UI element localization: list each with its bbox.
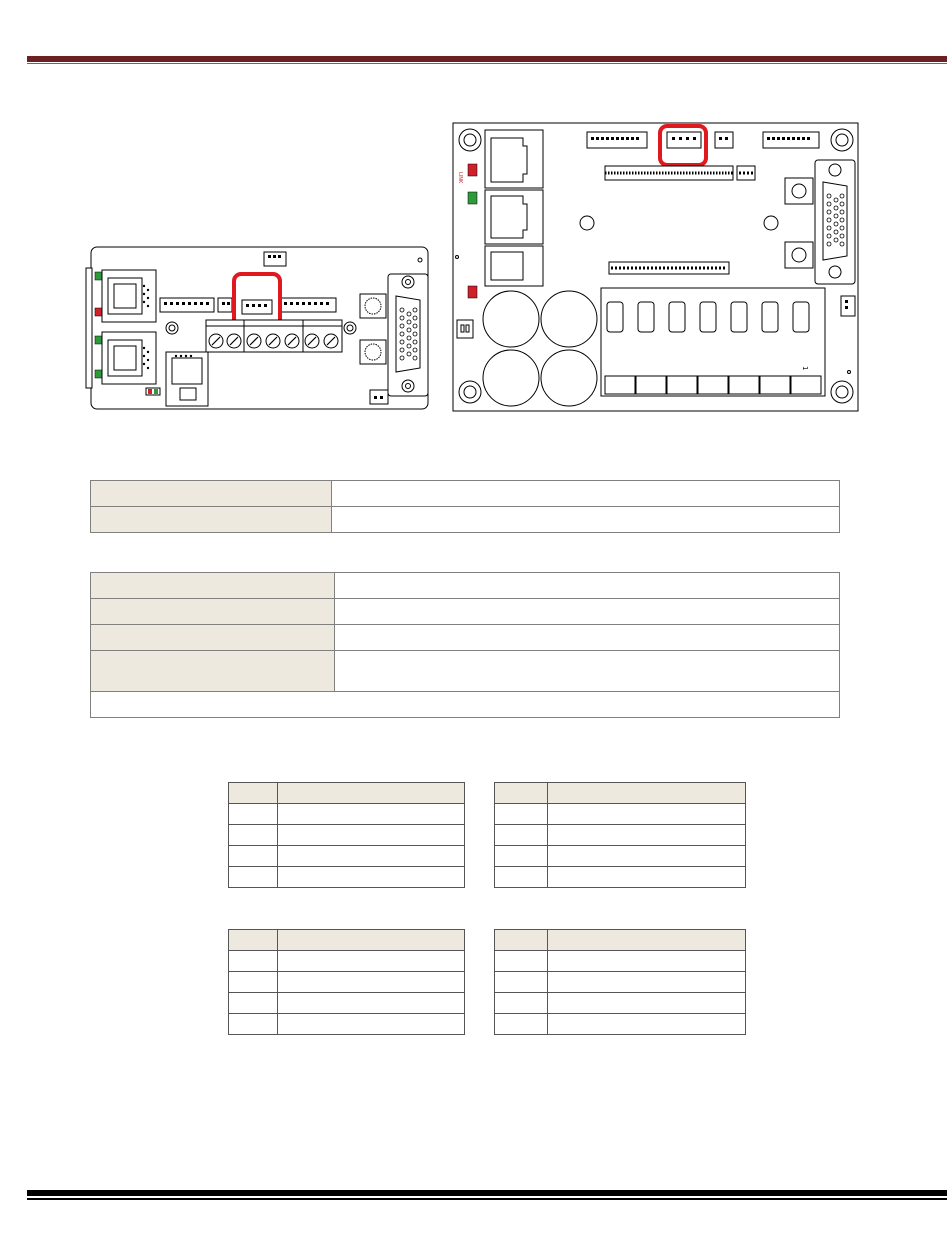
svg-text:LINK: LINK [457, 172, 463, 184]
small-board-diagram [84, 240, 434, 415]
table-cell [495, 972, 548, 993]
table-cell [229, 1014, 278, 1035]
table-row [229, 825, 465, 846]
table-row [495, 1014, 746, 1035]
table-cell-value [335, 573, 840, 599]
column-header [229, 930, 278, 951]
table-cell [548, 993, 746, 1014]
table-row [495, 846, 746, 867]
table-cell-value [335, 599, 840, 625]
table-cell-value [332, 481, 840, 507]
table-cell [495, 867, 548, 888]
spec-table-2 [90, 572, 840, 718]
table-row [229, 972, 465, 993]
table-header-row [495, 930, 746, 951]
table-cell [229, 972, 278, 993]
table-cell [229, 867, 278, 888]
column-header [548, 783, 746, 804]
table-row [229, 804, 465, 825]
table-row [495, 825, 746, 846]
footer-rule [27, 1190, 947, 1196]
table-cell-value [335, 625, 840, 651]
table-row [91, 573, 840, 599]
table-cell [495, 993, 548, 1014]
table-cell [548, 972, 746, 993]
table-cell-label [91, 651, 335, 692]
table-row [229, 867, 465, 888]
table-row [91, 599, 840, 625]
table-row [91, 507, 840, 533]
table-cell [278, 804, 465, 825]
column-header [495, 930, 548, 951]
table-cell [548, 825, 746, 846]
table-cell [495, 1014, 548, 1035]
large-board-diagram [451, 120, 861, 416]
table-cell [278, 951, 465, 972]
table-cell [548, 867, 746, 888]
table-note-row [91, 692, 840, 718]
table-row [91, 481, 840, 507]
column-header [495, 783, 548, 804]
pin-table-2 [494, 782, 746, 888]
column-header [548, 930, 746, 951]
column-header [278, 930, 465, 951]
table-note [91, 692, 840, 718]
pin-table-1 [228, 782, 465, 888]
pin-table-3 [228, 929, 465, 1035]
table-cell [548, 846, 746, 867]
header-rule [27, 56, 947, 62]
table-cell [495, 804, 548, 825]
table-row [495, 804, 746, 825]
table-cell-label [91, 573, 335, 599]
table-cell [278, 993, 465, 1014]
table-cell [548, 1014, 746, 1035]
table-cell [278, 972, 465, 993]
table-cell-label [91, 507, 332, 533]
table-row [495, 993, 746, 1014]
table-cell [548, 951, 746, 972]
table-cell [278, 1014, 465, 1035]
table-row [229, 1014, 465, 1035]
table-cell [229, 825, 278, 846]
footer-rule-thin [27, 1198, 947, 1200]
table-cell [278, 846, 465, 867]
table-cell-value [332, 507, 840, 533]
column-header [229, 783, 278, 804]
table-cell-label [91, 599, 335, 625]
large-board-pin1-label: 1 [801, 366, 809, 371]
pin-table-4 [494, 929, 746, 1035]
table-row [91, 625, 840, 651]
table-cell [548, 804, 746, 825]
table-cell [229, 846, 278, 867]
table-header-row [229, 783, 465, 804]
table-cell-value [335, 651, 840, 692]
table-cell [495, 825, 548, 846]
table-row [495, 972, 746, 993]
table-cell [229, 993, 278, 1014]
table-cell-label [91, 625, 335, 651]
table-row [495, 951, 746, 972]
column-header [278, 783, 465, 804]
table-cell [278, 867, 465, 888]
table-cell [278, 825, 465, 846]
table-row [229, 951, 465, 972]
table-cell [229, 804, 278, 825]
table-row [229, 993, 465, 1014]
table-row [229, 846, 465, 867]
table-header-row [495, 783, 746, 804]
table-cell [495, 951, 548, 972]
header-rule-thin [27, 63, 947, 64]
table-cell [229, 951, 278, 972]
table-row [495, 867, 746, 888]
table-cell [495, 846, 548, 867]
table-header-row [229, 930, 465, 951]
spec-table-1 [90, 480, 840, 533]
table-row [91, 651, 840, 692]
table-cell-label [91, 481, 332, 507]
